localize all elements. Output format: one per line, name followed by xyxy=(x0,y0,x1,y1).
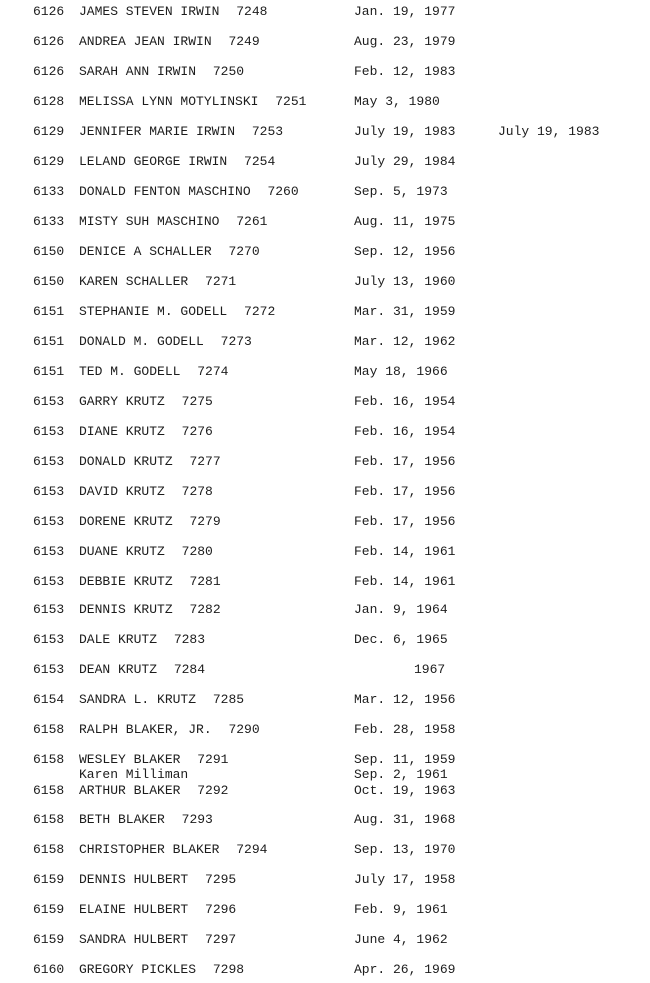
birth-date: July 13, 1960 xyxy=(354,274,456,289)
person-cell xyxy=(79,333,252,351)
parent-number: 6151 xyxy=(33,364,65,379)
person-id: 7260 xyxy=(267,184,299,199)
person-id: 7284 xyxy=(173,662,206,677)
person-id: 7291 xyxy=(197,752,229,767)
person-cell xyxy=(79,3,267,21)
person-id: 7290 xyxy=(228,722,260,737)
parent-number: 6158 xyxy=(33,842,65,857)
person-id: 7279 xyxy=(189,514,221,529)
parent-number: 6129 xyxy=(33,154,65,169)
person-name: SARAH ANN IRWIN xyxy=(79,64,197,79)
record-row xyxy=(0,811,650,829)
parent-number: 6158 xyxy=(33,812,65,827)
parent-number: 6153 xyxy=(33,602,65,617)
record-row xyxy=(0,213,650,231)
person-id: 7253 xyxy=(251,124,284,139)
person-name: LELAND GEORGE IRWIN xyxy=(79,154,228,169)
record-row xyxy=(0,931,650,949)
person-name: DONALD KRUTZ xyxy=(79,454,173,469)
record-row xyxy=(0,661,650,679)
birth-date: Feb. 9, 1961 xyxy=(354,902,448,917)
parent-number: 6151 xyxy=(33,334,65,349)
parent-number: 6153 xyxy=(33,424,65,439)
birth-date: Aug. 31, 1968 xyxy=(354,812,456,827)
birth-date: Apr. 26, 1969 xyxy=(354,962,456,977)
record-row xyxy=(0,3,650,21)
birth-date: May 18, 1966 xyxy=(354,364,448,379)
person-name: JAMES STEVEN IRWIN xyxy=(79,4,220,19)
person-cell xyxy=(79,811,213,829)
person-name: DENNIS KRUTZ xyxy=(79,602,173,617)
person-cell xyxy=(79,153,275,171)
person-id: 7297 xyxy=(205,932,237,947)
parent-number: 6159 xyxy=(33,872,65,887)
birth-date: Feb. 17, 1956 xyxy=(354,514,456,529)
person-id: 7294 xyxy=(236,842,268,857)
person-cell xyxy=(79,513,221,531)
birth-date: Sep. 13, 1970 xyxy=(354,842,456,857)
person-cell xyxy=(79,483,213,501)
person-name: DALE KRUTZ xyxy=(79,632,158,647)
parent-number: 6126 xyxy=(33,34,65,49)
birth-date: Aug. 23, 1979 xyxy=(354,34,456,49)
person-id: 7282 xyxy=(189,602,221,617)
person-name: MISTY SUH MASCHINO xyxy=(79,214,220,229)
birth-date: July 19, 1983 xyxy=(354,124,456,139)
birth-date: Mar. 12, 1962 xyxy=(354,334,456,349)
person-id: 7277 xyxy=(189,454,221,469)
person-name: DORENE KRUTZ xyxy=(79,514,173,529)
person-cell xyxy=(79,573,221,591)
parent-number: 6154 xyxy=(33,692,65,707)
person-cell xyxy=(79,453,221,471)
record-row xyxy=(0,691,650,709)
birth-date: June 4, 1962 xyxy=(354,932,448,947)
parent-number: 6158 xyxy=(33,752,65,767)
person-name: GARRY KRUTZ xyxy=(79,394,165,409)
person-name: STEPHANIE M. GODELL xyxy=(79,304,228,319)
person-cell xyxy=(79,123,283,141)
birth-date: Feb. 14, 1961 xyxy=(354,544,456,559)
person-id: 7281 xyxy=(189,574,221,589)
birth-date: Feb. 16, 1954 xyxy=(354,424,456,439)
extra-date: July 19, 1983 xyxy=(498,124,600,139)
person-cell xyxy=(79,691,244,709)
birth-date: Feb. 12, 1983 xyxy=(354,64,456,79)
person-cell xyxy=(79,93,306,111)
person-cell xyxy=(79,363,228,381)
person-name: DEAN KRUTZ xyxy=(79,662,158,677)
parent-number: 6126 xyxy=(33,4,65,19)
person-name: SANDRA L. KRUTZ xyxy=(79,692,197,707)
person-cell xyxy=(79,183,299,201)
record-row xyxy=(0,93,650,111)
parent-number: 6159 xyxy=(33,902,65,917)
record-row xyxy=(0,273,650,291)
person-cell xyxy=(79,901,236,919)
record-row xyxy=(0,333,650,351)
person-name: WESLEY BLAKER xyxy=(79,752,181,767)
person-id: 7295 xyxy=(205,872,237,887)
birth-date: Feb. 16, 1954 xyxy=(354,394,456,409)
person-cell xyxy=(79,931,236,949)
parent-number: 6158 xyxy=(33,783,65,798)
person-id: 7298 xyxy=(212,962,245,977)
person-id: 7283 xyxy=(173,632,206,647)
person-name: DEBBIE KRUTZ xyxy=(79,574,173,589)
record-row xyxy=(0,782,650,800)
birth-date: Feb. 28, 1958 xyxy=(354,722,456,737)
birth-date: July 17, 1958 xyxy=(354,872,456,887)
person-name: MELISSA LYNN MOTYLINSKI xyxy=(79,94,259,109)
person-name: ELAINE HULBERT xyxy=(79,902,189,917)
person-id: 7251 xyxy=(275,94,307,109)
record-row xyxy=(0,183,650,201)
record-row xyxy=(0,721,650,739)
spouse-note-row xyxy=(0,767,650,783)
person-cell xyxy=(79,841,267,859)
person-name: CHRISTOPHER BLAKER xyxy=(79,842,220,857)
person-cell xyxy=(79,631,205,649)
person-name: TED M. GODELL xyxy=(79,364,181,379)
parent-number: 6133 xyxy=(33,184,65,199)
birth-date: Jan. 9, 1964 xyxy=(354,602,448,617)
birth-date: July 29, 1984 xyxy=(354,154,456,169)
record-row xyxy=(0,631,650,649)
person-id: 7250 xyxy=(212,64,245,79)
person-name: ANDREA JEAN IRWIN xyxy=(79,34,212,49)
parent-number: 6153 xyxy=(33,632,65,647)
person-name: SANDRA HULBERT xyxy=(79,932,189,947)
person-id: 7285 xyxy=(212,692,245,707)
person-id: 7270 xyxy=(228,244,260,259)
record-row xyxy=(0,243,650,261)
person-id: 7296 xyxy=(205,902,237,917)
record-row xyxy=(0,543,650,561)
parent-number: 6129 xyxy=(33,124,65,139)
record-row xyxy=(0,871,650,889)
person-id: 7271 xyxy=(205,274,237,289)
birth-date: May 3, 1980 xyxy=(354,94,440,109)
parent-number: 6133 xyxy=(33,214,65,229)
person-cell xyxy=(79,273,236,291)
birth-date: Feb. 14, 1961 xyxy=(354,574,456,589)
person-cell xyxy=(79,601,221,619)
record-row xyxy=(0,841,650,859)
person-name: ARTHUR BLAKER xyxy=(79,783,181,798)
person-cell xyxy=(79,661,205,679)
birth-date: Feb. 17, 1956 xyxy=(354,454,456,469)
person-name: DIANE KRUTZ xyxy=(79,424,165,439)
person-cell xyxy=(79,243,260,261)
person-cell xyxy=(79,543,213,561)
birth-date: Mar. 31, 1959 xyxy=(354,304,456,319)
record-row xyxy=(0,303,650,321)
person-name: RALPH BLAKER, JR. xyxy=(79,722,212,737)
spouse-name: Karen Milliman xyxy=(79,767,189,782)
record-row xyxy=(0,363,650,381)
parent-number: 6150 xyxy=(33,274,65,289)
birth-date: Oct. 19, 1963 xyxy=(354,783,456,798)
parent-number: 6159 xyxy=(33,932,65,947)
person-id: 7274 xyxy=(197,364,229,379)
spouse-date: Sep. 2, 1961 xyxy=(354,767,448,782)
person-name: DENICE A SCHALLER xyxy=(79,244,212,259)
record-row xyxy=(0,901,650,919)
person-id: 7293 xyxy=(181,812,213,827)
person-name: DONALD M. GODELL xyxy=(79,334,204,349)
birth-date: Aug. 11, 1975 xyxy=(354,214,456,229)
person-cell xyxy=(79,871,236,889)
parent-number: 6128 xyxy=(33,94,65,109)
birth-date: 1967 xyxy=(414,662,446,677)
birth-date: Sep. 5, 1973 xyxy=(354,184,448,199)
record-row xyxy=(0,423,650,441)
parent-number: 6153 xyxy=(33,514,65,529)
parent-number: 6126 xyxy=(33,64,65,79)
person-name: DAVID KRUTZ xyxy=(79,484,165,499)
birth-date: Sep. 12, 1956 xyxy=(354,244,456,259)
parent-number: 6160 xyxy=(33,962,65,977)
person-cell xyxy=(79,303,275,321)
record-row xyxy=(0,123,650,141)
person-cell xyxy=(79,751,228,769)
person-id: 7276 xyxy=(181,424,213,439)
person-cell xyxy=(79,213,267,231)
record-row xyxy=(0,751,650,769)
parent-number: 6153 xyxy=(33,662,65,677)
person-cell xyxy=(79,961,244,979)
person-cell xyxy=(79,33,260,51)
record-row xyxy=(0,601,650,619)
parent-number: 6153 xyxy=(33,394,65,409)
person-name: KAREN SCHALLER xyxy=(79,274,189,289)
person-cell xyxy=(79,423,213,441)
person-id: 7275 xyxy=(181,394,213,409)
birth-date: Jan. 19, 1977 xyxy=(354,4,456,19)
birth-date: Sep. 11, 1959 xyxy=(354,752,456,767)
parent-number: 6153 xyxy=(33,454,65,469)
birth-date: Feb. 17, 1956 xyxy=(354,484,456,499)
person-name: GREGORY PICKLES xyxy=(79,962,197,977)
person-id: 7261 xyxy=(236,214,268,229)
record-row xyxy=(0,513,650,531)
person-name: DENNIS HULBERT xyxy=(79,872,189,887)
record-row xyxy=(0,483,650,501)
person-id: 7292 xyxy=(197,783,229,798)
parent-number: 6158 xyxy=(33,722,65,737)
person-cell xyxy=(79,721,260,739)
record-row xyxy=(0,153,650,171)
parent-number: 6151 xyxy=(33,304,65,319)
person-name: DONALD FENTON MASCHINO xyxy=(79,184,251,199)
record-row xyxy=(0,33,650,51)
record-row xyxy=(0,961,650,979)
person-cell xyxy=(79,782,228,800)
person-id: 7278 xyxy=(181,484,213,499)
person-cell xyxy=(79,393,213,411)
parent-number: 6153 xyxy=(33,544,65,559)
record-row xyxy=(0,63,650,81)
person-id: 7273 xyxy=(220,334,252,349)
person-id: 7254 xyxy=(244,154,276,169)
parent-number: 6153 xyxy=(33,484,65,499)
person-name: BETH BLAKER xyxy=(79,812,165,827)
person-id: 7248 xyxy=(236,4,268,19)
person-cell xyxy=(79,63,244,81)
birth-date: Dec. 6, 1965 xyxy=(354,632,448,647)
person-id: 7272 xyxy=(244,304,276,319)
birth-date: Mar. 12, 1956 xyxy=(354,692,456,707)
parent-number: 6153 xyxy=(33,574,65,589)
person-name: JENNIFER MARIE IRWIN xyxy=(79,124,236,139)
person-id: 7249 xyxy=(228,34,260,49)
person-id: 7280 xyxy=(181,544,213,559)
record-row xyxy=(0,393,650,411)
parent-number: 6150 xyxy=(33,244,65,259)
record-row xyxy=(0,573,650,591)
person-name: DUANE KRUTZ xyxy=(79,544,165,559)
record-row xyxy=(0,453,650,471)
